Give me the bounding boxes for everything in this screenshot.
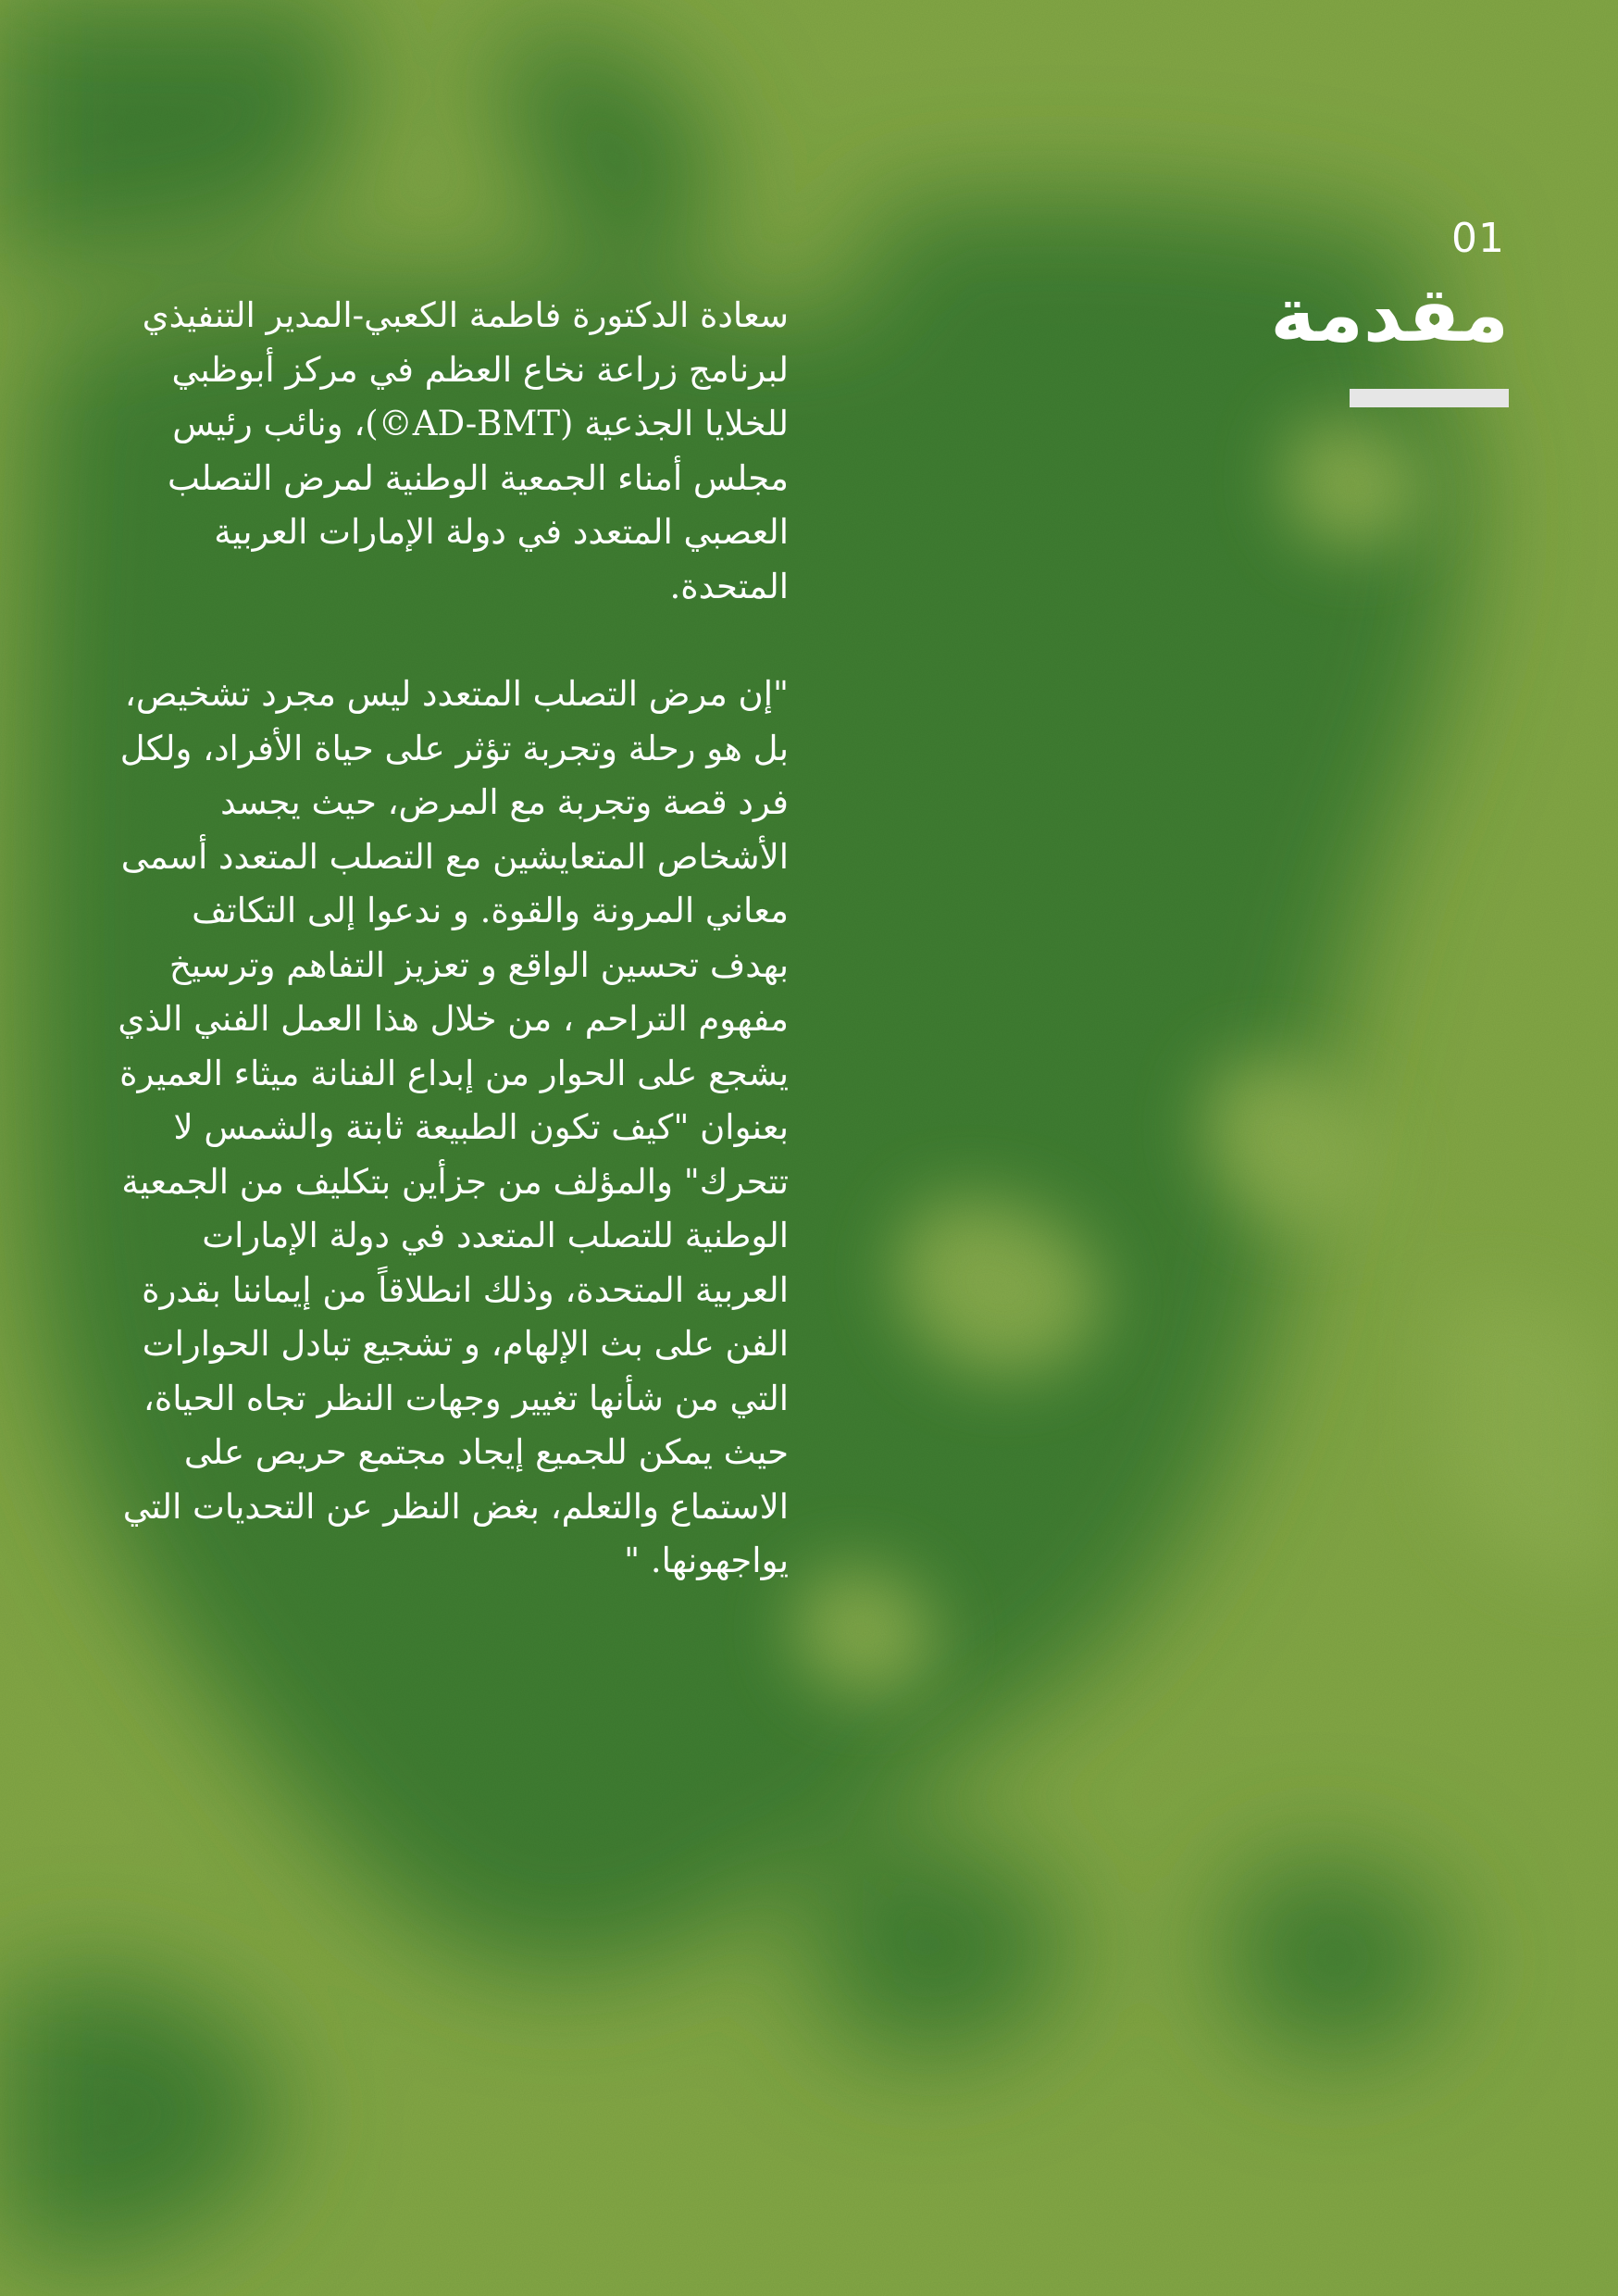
section-title: مقدمة	[1270, 271, 1509, 359]
quote-paragraph: "إن مرض التصلب المتعدد ليس مجرد تشخيص، بل هو رحلة وتجربة تؤثر على حياة الأفراد، ولكل فرد قصة وتجربة مع المرض، حيث يجسد الأشخاص المتعايشين مع التصلب المتعدد أسمى معاني المرونة والقوة. و ندعوا إلى التكاتف بهدف تحسين الواقع و تعزيز التفاهم وترسيخ مفهوم التراحم ، من خلال هذا العمل الفني الذي يشجع على الحوار من إبداع الفنانة ميثاء العميرة بعنوان "كيف تكون الطبيعة ثابتة والشمس لا تتحرك" والمؤلف من جزأين بتكليف من الجمعية الوطنية للتصلب المتعدد في دولة الإمارات العربية المتحدة، وذلك انطلاقاً من إيماننا بقدرة الفن على بث الإلهام، و تشجيع تبادل الحوارات التي من شأنها تغيير وجهات النظر تجاه الحياة، حيث يمكن للجميع إيجاد مجتمع حريص على الاستماع والتعلم، بغض النظر عن التحديات التي يواجهونها. "	[118, 674, 789, 1580]
body-text	[104, 289, 789, 1589]
intro-paragraph: سعادة الدكتورة فاطمة الكعبي-المدير التنفيذي لبرنامج زراعة نخاع العظم في مركز أبوظبي للخلايا الجذعية (AD-BMT©)، ونائب رئيس مجلس أمناء الجمعية الوطنية لمرض التصلب العصبي المتعدد في دولة الإمارات العربية المتحدة.	[142, 295, 789, 606]
title-underline	[1350, 389, 1509, 407]
section-number: 01	[1451, 215, 1505, 262]
